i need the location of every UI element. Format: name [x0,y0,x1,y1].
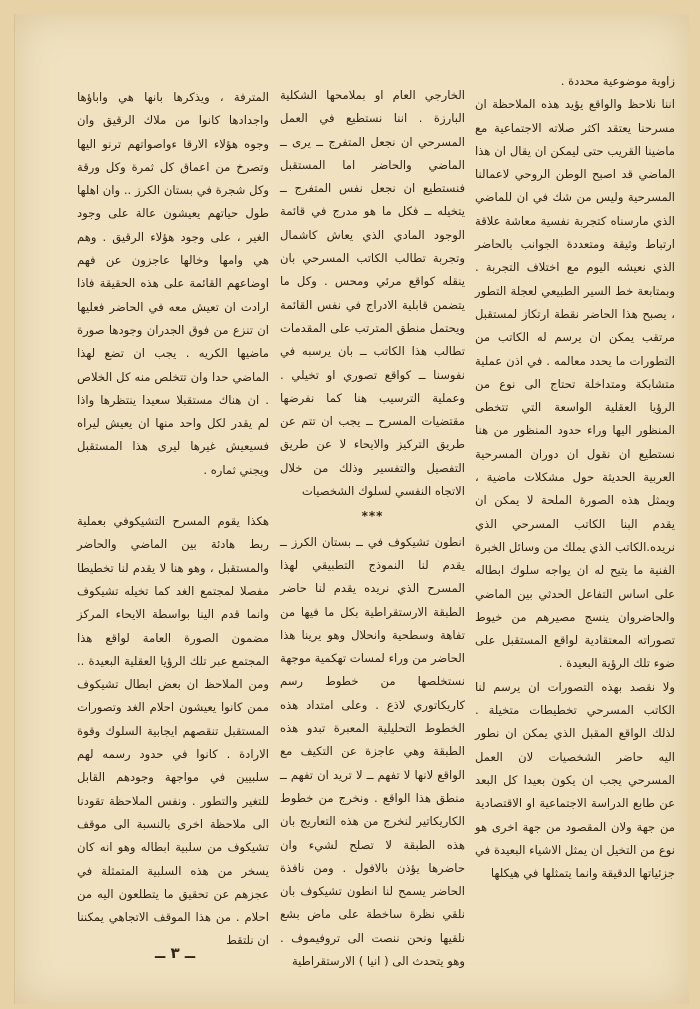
column-middle [280,84,465,973]
section-divider-stars: *** [361,509,384,524]
paragraph: المترفة ، ويذكرها بانها هي واباؤها واجدادها كانوا من ملاك الرقيق وان وجوه هؤلاء الارقا ءواصواتهم ترنو اليها وتصرخ من اعماق كل ثمرة وكل ورقة وكل شجرة في بستان الكرز .. وان اهلها طول حياتهم يعيشون عالة على وجود الغير ، على وجود هؤلاء الرقيق . وهم هي وامها وخالها عاجزون عن فهم اوضاعهم القائمة على هذه الحقيقة فاذا ارادت ان تعيش معه في الحاضر فعليها ان تنزع من فوق الجدران وجودها صورة ماضيها الكريه . يجب ان تضع لهذا الماضي حدا وان تتخلص منه كل الخلاص . ان هناك مستقبلا سعيدا ينتظرها واذا لم يقدر لكل واحد منها ان يعيش ليراه فسيعيش غيرها ليرى هذا المستقبل ويجني ثماره . [77,90,269,477]
column-left [77,86,269,953]
paragraph: ولا نقصد بهذه التصورات ان يرسم لنا الكاتب المسرحي تخطيطات متخيلة . لذلك الواقع المقبل الذي يمكن ان نطور اليه حاضر الشخصيات لان العمل المسرحي يجب ان يكون بعيدا كل البعد عن طابع الدراسة الاجتماعية او الاقتصادية من جهة ولان المقصود من جهة اخرى هو نوع من التخيل ان يمثل الاشياء البعيدة في جزئياتها الدقيقة وانما يتمثلها في هيكلها [475,679,675,881]
column-right [475,70,675,885]
paragraph: اننا نلاحظ والواقع يؤيد هذه الملاحظة ان مسرحنا يعتقد اكثر صلاته الاجتماعية مع ماضينا القريب حتى ليمكن ان يقال ان هذا الماضي قد اصبح الوطن الروحي لاعمالنا المسرحية وليس من شك في ان للماضي الذي مارسناه كتجربة نفسية معاشة علاقة ارتباط وثيقة ومتعددة الجوانب بالحاضر الذي نعيشه اليوم مع اختلاف التجربة . وبمتابعة خط السير الطبيعي لعجلة التطور ، يصبح هذا الحاضر نقطة ارتكاز لمستقبل مرتقب يمكن ان يرسم له الكاتب من التطورات ما يحدد معالمه . في اذن عملية متشابكة ومتداخلة تحتاج الى نوع من الرؤيا العقلية الواسعة التي تتخطى المنظور اليها وراء حدود المنظور من هنا نستطيع ان نقول ان دوران المسرحية العربية الحديثة حول مشكلات ماضية ، ويمثل هذه الصورة الملحة لا يمكن ان يقدم البنا الكاتب المسرحي الذي نريده.الكاتب الذي يملك من وسائل الخبرة الفنية ما يتيح له ان يواجه سلوك ابطاله على اساس التفاعل الحدثي بين الماضي والحاضروان ينسج مصيرهم من خيوط تصوراته المعتقادية لواقع المستقبل على ضوء تلك الرؤية البعيدة . [475,97,675,671]
paragraph: الخارجي العام او بملامحها الشكلية البارزة . اننا نستطيع في العمل المسرحي ان نجعل المتفرج ــ يرى ــ الماضي والحاضر اما المستقبل فنستطيع ان نجعل نفس المتفرج ــ يتخيله ــ فكل ما هو مدرج في قائمة الوجود المادي الذي يعاش كاشمال وتجربة تطالب الكاتب المسرحي بان ينقله كواقع مرئي ومحس . وكل ما يتضمن قابلية الادراج في نفس القائمة ويحتمل منطق المترتب على المقدمات تطالب هذا الكاتب ــ بان يرسبه في نفوسنا ــ كواقع تصوري او تخيلي . وعملية الترسيب هنا كما نفرضها مقتضيات المسرح ــ يجب ان تتم عن طريق التركيز والايحاء لا عن طريق التفصيل والتفسير وذلك من خلال الاتجاه النفسي لسلوك الشخصيات [280,88,465,499]
paragraph: زاوية موضوعية محددة . [560,74,675,88]
paragraph: هكذا يقوم المسرح التشيكوفي بعملية ربط هادئة بين الماضي والحاضر والمستقبل ، وهو هنا لا يقدم لنا تخطيطا مفصلا لمجتمع الغد كما تخيله تشيكوف وانما قدم الينا بواسطة الايحاء المركز مضمون الصورة العامة لواقع هذا المجتمع عبر تلك الرؤيا العقلية البعيدة .. ومن الملاحظ ان بعض ابطال تشيكوف ممن كانوا يعيشون احلام الغد وتصورات المستقبل تنقصهم ايجابية السلوك وقوة الارادة . كانوا في حدود رسمه لهم سلبيين في مواجهة وجودهم القابل للتغير والتطور . ونفس الملاحظة تقودنا الى ملاحظة اخرى بالنسبة الى موقف تشيكوف من سلبية ابطاله وهو انه كان يسخر من هذه السلبية المتمثلة في عجزهم عن تحقيق ما يتطلعون اليه من احلام . من هذا الموقف الاتجاهي يمكننا ان نلتقط [77,514,269,948]
page-number: ــ ٣ ــ [155,944,196,962]
paragraph: انطون تشيكوف في ــ بستان الكرز ــ يقدم لنا النموذج التطبيقي لهذا المسرح الذي نريده يقدم لنا حاضر الطبقة الارستقراطية بكل ما فيها من تفاهة وسطحية وانحلال وهو يرينا هذا الحاضر من وراء لمسات تهكمية موجهة نستخلصها من خطوط رسم كاريكاتوري لاذع . وعلى امتداد هذه الخطوط التحليلية المعبرة تبدو هذه الطبقة وهي عاجزة عن التكيف مع الواقع لانها لا تفهم ــ لا تريد ان تفهم ــ منطق هذا الواقع . ونخرج من خطوط الكاريكاتير لنخرج من هذه التعاريج بان هذه الطبقة لا تصلح لشيء وان حاضرها يؤذن بالافول . ومن نافذة الحاضر يسمح لنا انطون تشيكوف بان نلقي نظرة ساخطة على ماض بشع نلقيها ونحن ننصت الى تروفيموف . وهو يتحدث الى ( انيا ) الارستقراطية [280,534,465,968]
magazine-page [14,14,689,1004]
